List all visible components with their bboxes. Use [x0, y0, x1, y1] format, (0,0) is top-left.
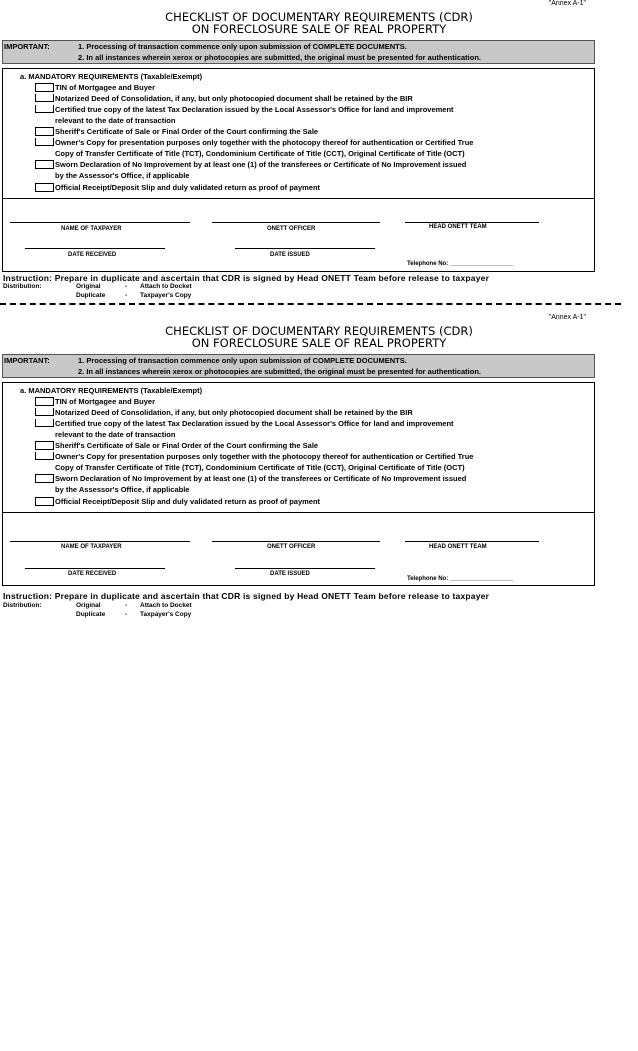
distribution-dash: -	[125, 611, 128, 618]
checkbox[interactable]	[35, 497, 54, 506]
telephone-field[interactable]: Telephone No: ___________________	[407, 576, 514, 582]
annex-label: "Annex A-1"	[548, 314, 586, 321]
requirement-text-cont: relevant to the date of transaction	[55, 430, 176, 439]
label-onett-officer: ONETT OFFICER	[267, 544, 316, 550]
requirement-text-cont: Copy of Transfer Certificate of Title (TCT), Condominium Certificate of Title (CCT), Original Certificate of Title (OCT)	[55, 149, 465, 158]
distribution-dash: -	[125, 602, 128, 609]
checkbox[interactable]	[35, 183, 54, 192]
signature-line-head[interactable]	[405, 222, 539, 223]
requirement-text: Official Receipt/Deposit Slip and duly validated return as proof of payment	[55, 497, 321, 506]
section-heading: a. MANDATORY REQUIREMENTS (Taxable/Exempt)	[20, 72, 203, 81]
checkbox[interactable]	[35, 441, 54, 450]
annex-label: "Annex A-1"	[548, 0, 586, 7]
instruction-text: Instruction: Prepare in duplicate and ascertain that CDR is signed by Head ONETT Team before release to taxpayer	[3, 273, 490, 283]
important-line-1: 1. Processing of transaction commence only upon submission of COMPLETE DOCUMENTS.	[78, 42, 407, 51]
label-name-of-taxpayer: NAME OF TAXPAYER	[61, 544, 122, 550]
checkbox[interactable]	[35, 408, 54, 416]
requirement-text-cont: Copy of Transfer Certificate of Title (TCT), Condominium Certificate of Title (CCT), Original Certificate of Title (OCT)	[55, 463, 465, 472]
label-date-received: DATE RECEIVED	[68, 571, 117, 577]
checkbox[interactable]	[35, 94, 54, 102]
form-title-line2: ON FORECLOSURE SALE OF REAL PROPERTY	[191, 336, 447, 350]
requirement-text: Owner's Copy for presentation purposes only together with the photocopy thereof for authentication or Certified True	[55, 138, 474, 147]
label-name-of-taxpayer: NAME OF TAXPAYER	[61, 226, 122, 232]
requirement-text-cont: by the Assessor's Office, if applicable	[55, 171, 190, 180]
checkbox[interactable]	[35, 160, 54, 169]
requirement-text: Official Receipt/Deposit Slip and duly validated return as proof of payment	[55, 183, 321, 192]
form-title-line1: CHECKLIST OF DOCUMENTARY REQUIREMENTS (CDR)	[165, 10, 473, 24]
checkbox[interactable]	[35, 474, 54, 483]
signature-line-taxpayer[interactable]	[10, 222, 190, 223]
signature-divider	[3, 198, 594, 199]
distribution-label: Distribution:	[3, 602, 42, 609]
checkbox[interactable]	[35, 83, 54, 92]
important-label: IMPORTANT:	[4, 356, 50, 365]
requirement-text: Notarized Deed of Consolidation, if any, but only photocopied document shall be retained by the BIR	[55, 408, 413, 417]
date-received-line[interactable]	[25, 568, 165, 569]
distribution-destination: Taxpayer's Copy	[140, 611, 192, 618]
requirement-text: Sheriff's Certificate of Sale or Final Order of the Court confirming the Sale	[55, 127, 319, 136]
telephone-field[interactable]: Telephone No: ___________________	[407, 261, 514, 267]
signature-divider	[3, 512, 594, 513]
important-notice	[2, 40, 595, 64]
requirement-text: Certified true copy of the latest Tax Declaration issued by the Local Assessor's Office for land and improvement	[55, 105, 454, 114]
requirement-text-cont: relevant to the date of transaction	[55, 116, 176, 125]
requirement-text: TIN of Mortgagee and Buyer	[55, 397, 156, 406]
requirement-text: Certified true copy of the latest Tax Declaration issued by the Local Assessor's Office for land and improvement	[55, 419, 454, 428]
important-line-2: 2. In all instances wherein xerox or photocopies are submitted, the original must be presented for authentication.	[78, 367, 481, 376]
requirement-text: Sheriff's Certificate of Sale or Final Order of the Court confirming the Sale	[55, 441, 319, 450]
distribution-copy: Duplicate	[76, 292, 106, 299]
signature-line-officer[interactable]	[212, 541, 380, 542]
important-line-2: 2. In all instances wherein xerox or photocopies are submitted, the original must be presented for authentication.	[78, 53, 481, 62]
requirement-text: Sworn Declaration of No Improvement by at least one (1) of the transferees or Certificate of No Improvement issued	[55, 474, 467, 483]
signature-line-head[interactable]	[405, 541, 539, 542]
important-label: IMPORTANT:	[4, 42, 50, 51]
requirement-text: TIN of Mortgagee and Buyer	[55, 83, 156, 92]
requirement-text-cont: by the Assessor's Office, if applicable	[55, 485, 190, 494]
distribution-copy: Original	[76, 602, 101, 609]
checkbox[interactable]	[35, 138, 54, 146]
requirement-text: Sworn Declaration of No Improvement by at least one (1) of the transferees or Certificate of No Improvement issued	[55, 160, 467, 169]
signature-line-taxpayer[interactable]	[10, 541, 190, 542]
distribution-label: Distribution:	[3, 283, 42, 290]
important-line-1: 1. Processing of transaction commence only upon submission of COMPLETE DOCUMENTS.	[78, 356, 407, 365]
checkbox[interactable]	[35, 419, 54, 427]
label-date-issued: DATE ISSUED	[270, 571, 310, 577]
distribution-destination: Attach to Docket	[140, 283, 192, 290]
date-issued-line[interactable]	[235, 248, 375, 249]
important-notice	[2, 354, 595, 378]
checkbox[interactable]	[35, 452, 54, 460]
date-issued-line[interactable]	[235, 568, 375, 569]
signature-line-officer[interactable]	[212, 222, 380, 223]
checkbox[interactable]	[35, 105, 54, 113]
label-head-onett-team: HEAD ONETT TEAM	[429, 544, 487, 550]
date-received-line[interactable]	[25, 248, 165, 249]
distribution-destination: Taxpayer's Copy	[140, 292, 192, 299]
distribution-copy: Duplicate	[76, 611, 106, 618]
distribution-dash: -	[125, 292, 128, 299]
checkbox[interactable]	[35, 397, 54, 406]
label-onett-officer: ONETT OFFICER	[267, 226, 316, 232]
instruction-text: Instruction: Prepare in duplicate and ascertain that CDR is signed by Head ONETT Team before release to taxpayer	[3, 591, 490, 601]
requirements-box	[2, 382, 595, 586]
section-heading: a. MANDATORY REQUIREMENTS (Taxable/Exempt)	[20, 386, 203, 395]
cut-line	[0, 303, 621, 305]
distribution-dash: -	[125, 283, 128, 290]
checkbox[interactable]	[35, 127, 54, 136]
requirements-box	[2, 68, 595, 272]
label-date-issued: DATE ISSUED	[270, 252, 310, 258]
distribution-copy: Original	[76, 283, 101, 290]
label-date-received: DATE RECEIVED	[68, 252, 117, 258]
label-head-onett-team: HEAD ONETT TEAM	[429, 224, 487, 230]
form-title-line2: ON FORECLOSURE SALE OF REAL PROPERTY	[191, 22, 447, 36]
requirement-text: Owner's Copy for presentation purposes only together with the photocopy thereof for authentication or Certified True	[55, 452, 474, 461]
requirement-text: Notarized Deed of Consolidation, if any, but only photocopied document shall be retained by the BIR	[55, 94, 413, 103]
form-title-line1: CHECKLIST OF DOCUMENTARY REQUIREMENTS (CDR)	[165, 324, 473, 338]
distribution-destination: Attach to Docket	[140, 602, 192, 609]
